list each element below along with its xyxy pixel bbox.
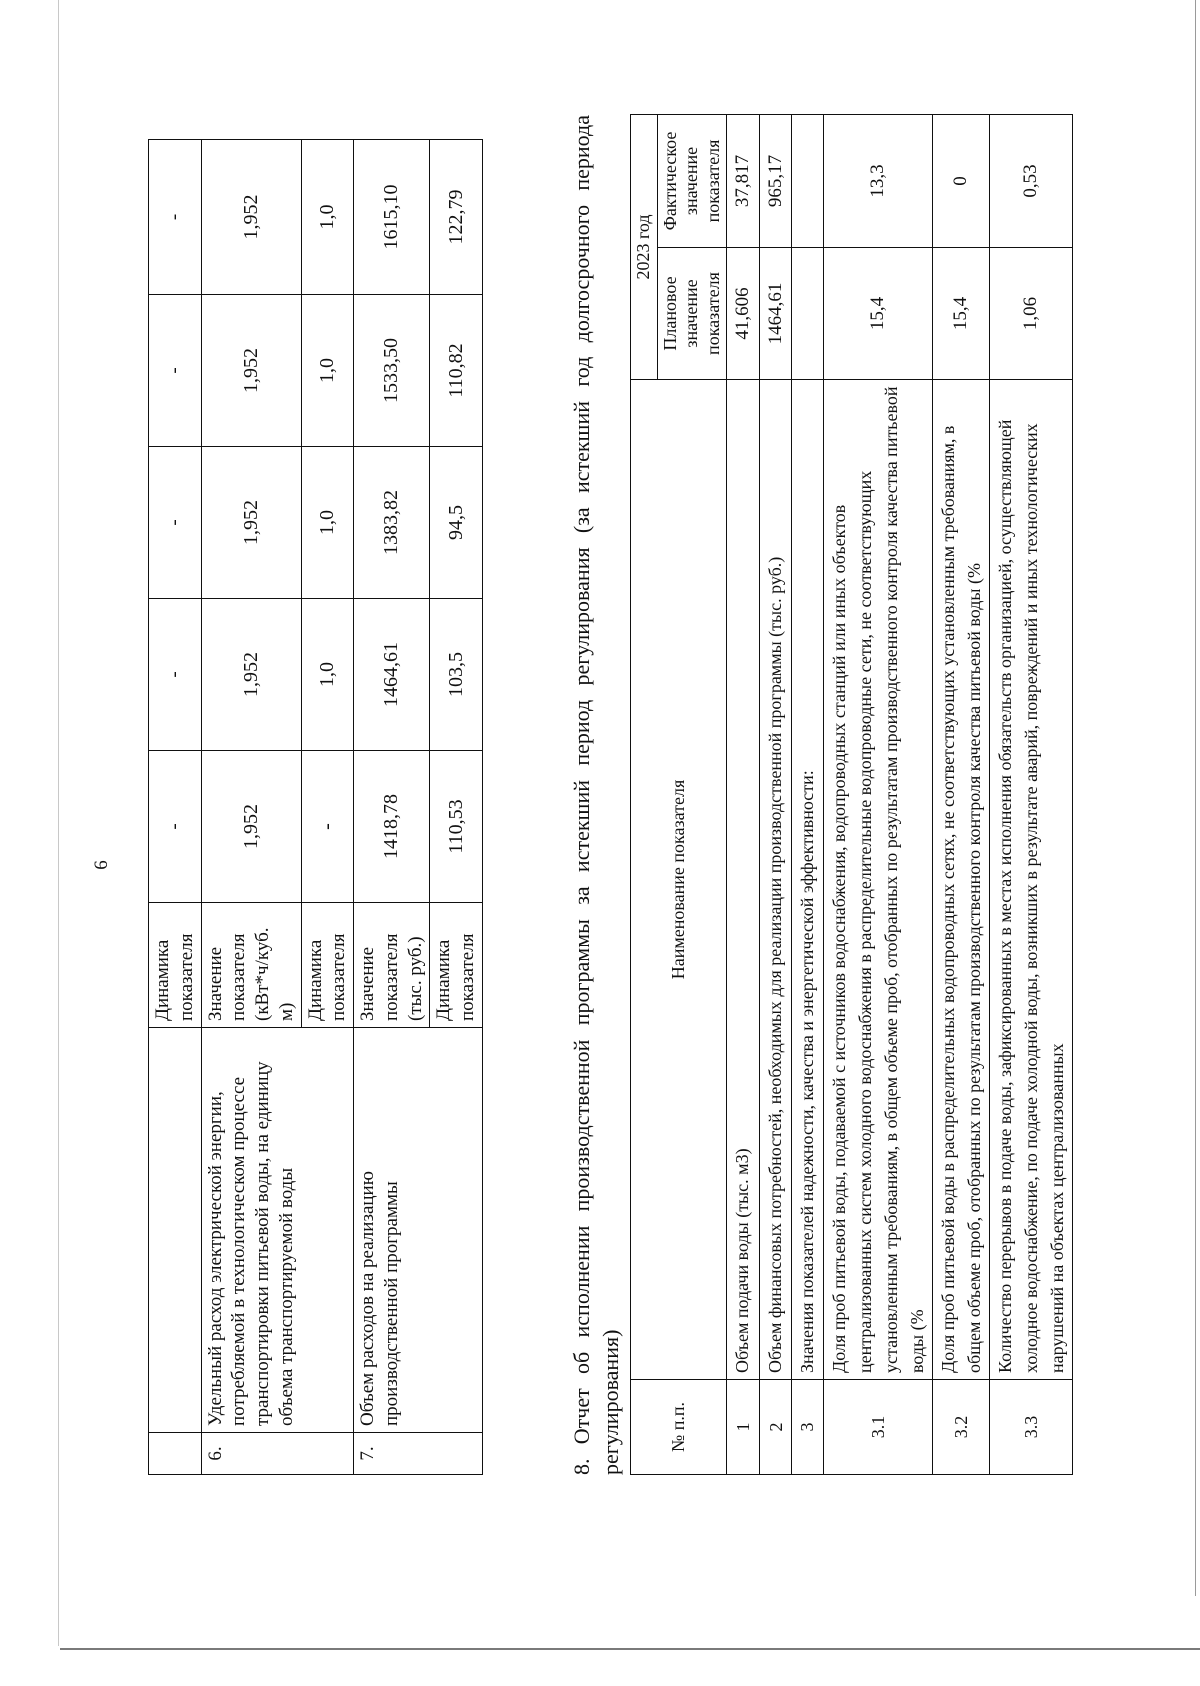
dynamics-label: Динамика показателя: [301, 903, 354, 1028]
row-number: 2: [759, 1380, 792, 1475]
dynamics-cell: 103,5: [430, 599, 483, 751]
dash-cell: -: [149, 447, 202, 599]
dash-cell: -: [149, 140, 202, 295]
rotated-document-page: [70, 85, 1130, 1605]
plan-value: 1464,61: [759, 248, 792, 380]
indicator-name: Количество перерывов в подаче воды, зафиксированных в местах исполнения обязательств организацией, осуществляющей холодное водоснабжение, по подаче холодной воды, возникших в результате аварий, повреждений и иных технологических нарушений на объектах централизованных: [990, 380, 1073, 1380]
value-cell: 1,952: [201, 751, 301, 903]
dynamics-cell: 1,0: [301, 295, 354, 447]
value-cell: 1615,10: [354, 140, 430, 295]
scan-edge-left: [58, 0, 59, 1646]
value-cell: 1464,61: [354, 599, 430, 751]
plan-value: [792, 248, 823, 380]
value-cell: 1,952: [201, 447, 301, 599]
row-number: 6.: [201, 1433, 354, 1475]
empty-cell: [149, 1433, 202, 1475]
value-label: Значение показателя (тыс. руб.): [354, 903, 430, 1028]
indicator-name: Доля проб питьевой воды, подаваемой с источников водоснабжения, водопроводных станций или иных объектов централизованных систем холодного водоснабжения в распределительные водопроводные сети, не соответствующих установленным требованиям, в общем объеме проб, отобранных по результатам производственного контроля качества питьевой воды (%: [823, 380, 932, 1380]
dynamics-label: Динамика показателя: [149, 903, 202, 1028]
plan-value: 15,4: [932, 248, 989, 380]
dynamics-cell: 1,0: [301, 140, 354, 295]
col-year-header: 2023 год: [631, 114, 658, 379]
fact-value: 0: [932, 114, 989, 247]
dynamics-cell: 122,79: [430, 140, 483, 295]
indicator-name: Доля проб питьевой воды в распределительных водопроводных сетях, не соответствующих установленным требованиям, в общем объеме проб, отобранных по результатам производственного контроля качества питьевой воды (%: [932, 380, 989, 1380]
indicator-name: Объем подачи воды (тыс. м3): [727, 380, 760, 1380]
indicator-name: Удельный расход электрической энергии, потребляемой в технологическом процессе транспортировки питьевой воды, на единицу объема транспортируемой воды: [201, 1028, 354, 1433]
row-number: 7.: [354, 1433, 483, 1475]
plan-value: 15,4: [823, 248, 932, 380]
indicators-table: [148, 139, 483, 1475]
dynamics-cell: 1,0: [301, 599, 354, 751]
dynamics-cell: 110,53: [430, 751, 483, 903]
scan-edge-bottom: [60, 1648, 1200, 1650]
table-row: [932, 114, 989, 1474]
table-row-dynamics-header: [149, 140, 202, 1475]
dynamics-cell: -: [301, 751, 354, 903]
dynamics-cell: 94,5: [430, 447, 483, 599]
col-name-header: Наименование показателя: [631, 380, 727, 1380]
col-number-header: № п.п.: [631, 1380, 727, 1475]
table-row-7-values: [354, 140, 430, 1475]
dynamics-cell: 110,82: [430, 295, 483, 447]
row-number: 1: [727, 1380, 760, 1475]
table-row: [990, 114, 1073, 1474]
indicator-name: Значения показателей надежности, качества и энергетической эффективности:: [792, 380, 823, 1380]
row-number: 3.3: [990, 1380, 1073, 1475]
fact-value: [792, 114, 823, 247]
value-cell: 1,952: [201, 599, 301, 751]
table-row: [759, 114, 792, 1474]
fact-value: 965,17: [759, 114, 792, 247]
row-number: 3: [792, 1380, 823, 1475]
dynamics-label: Динамика показателя: [430, 903, 483, 1028]
fact-value: 13,3: [823, 114, 932, 247]
row-number: 3.1: [823, 1380, 932, 1475]
indicator-name: Объем расходов на реализацию производственной программы: [354, 1028, 483, 1433]
plan-value: 1,06: [990, 248, 1073, 380]
table-row: [792, 114, 823, 1474]
value-label: Значение показателя (кВт*ч/куб. м): [201, 903, 301, 1028]
row-number: 3.2: [932, 1380, 989, 1475]
fact-value: 0,53: [990, 114, 1073, 247]
col-plan-header: Плановое значение показателя: [657, 248, 727, 380]
col-fact-header: Фактическое значение показателя: [657, 114, 727, 247]
scan-edge-right: [1195, 0, 1196, 1596]
table-row: [823, 114, 932, 1474]
table-row-6-values: [201, 140, 301, 1475]
dynamics-cell: 1,0: [301, 447, 354, 599]
section-8-heading: 8. Отчет об исполнении производственной программы за истекший период регулирования (за истекший год долгосрочного периода регулирования): [569, 115, 623, 1475]
table-header-row: [631, 114, 658, 1474]
indicator-name: Объем финансовых потребностей, необходимых для реализации производственной программы (тыс. руб.): [759, 380, 792, 1380]
dash-cell: -: [149, 751, 202, 903]
empty-cell: [149, 1028, 202, 1433]
dash-cell: -: [149, 599, 202, 751]
value-cell: 1,952: [201, 295, 301, 447]
value-cell: 1383,82: [354, 447, 430, 599]
production-program-report-table: [630, 114, 1073, 1475]
value-cell: 1418,78: [354, 751, 430, 903]
plan-value: 41,606: [727, 248, 760, 380]
table-row: [727, 114, 760, 1474]
page-number: 6: [91, 860, 112, 870]
dash-cell: -: [149, 295, 202, 447]
fact-value: 37,817: [727, 114, 760, 247]
value-cell: 1,952: [201, 140, 301, 295]
value-cell: 1533,50: [354, 295, 430, 447]
